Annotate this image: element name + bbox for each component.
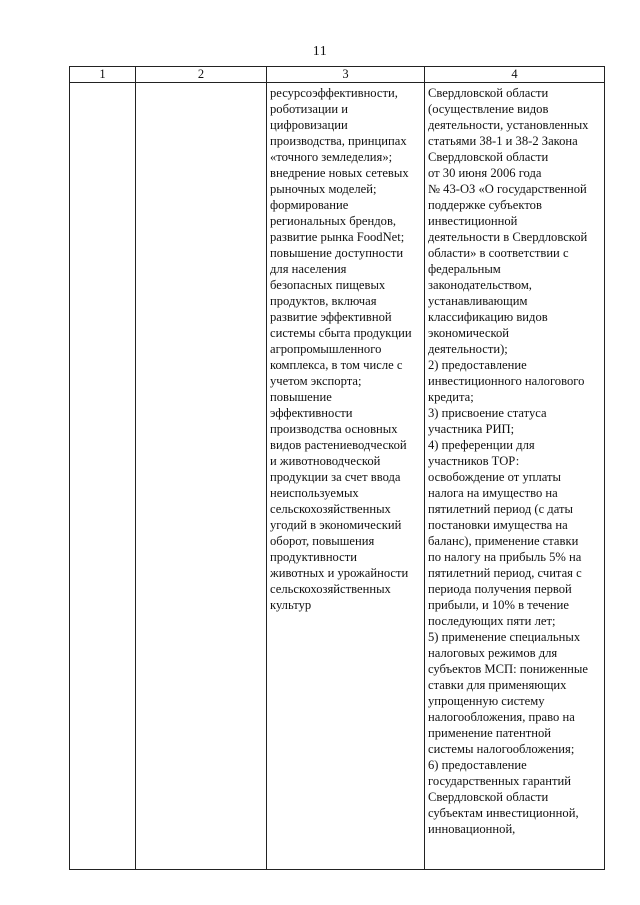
text-line: видов растениеводческой — [270, 438, 407, 452]
text-line: № 43-ОЗ «О государственной — [428, 182, 587, 196]
text-line: области» в соответствии с — [428, 246, 569, 260]
text-line: повышение — [270, 390, 332, 404]
table-cell-col3 — [267, 83, 425, 870]
text-line: продукции за счет ввода — [270, 470, 401, 484]
text-line: 4) преференции для — [428, 438, 535, 452]
col1-text — [70, 83, 135, 85]
text-line: постановки имущества на — [428, 518, 568, 532]
text-line: цифровизации — [270, 118, 348, 132]
text-line: рыночных моделей; — [270, 182, 377, 196]
text-line: ставки для применяющих — [428, 678, 567, 692]
text-line: системы налогообложения; — [428, 742, 575, 756]
text-line: деятельности, установленных — [428, 118, 589, 132]
text-line: развитие рынка FoodNet; — [270, 230, 405, 244]
text-line: Свердловской области — [428, 150, 549, 164]
text-line: субъектов МСП: пониженные — [428, 662, 588, 676]
text-line: законодательством, — [428, 278, 532, 292]
text-line: субъектам инвестиционной, — [428, 806, 579, 820]
text-line: статьями 38-1 и 38-2 Закона — [428, 134, 578, 148]
text-line: периода получения первой — [428, 582, 572, 596]
text-line: налоговых режимов для — [428, 646, 558, 660]
text-line: продуктивности — [270, 550, 358, 564]
text-line: налогообложения, право на — [428, 710, 575, 724]
col2-text — [136, 83, 266, 85]
text-line: кредита; — [428, 390, 474, 404]
table-row — [70, 83, 605, 870]
text-line: пятилетний период, считая с — [428, 566, 582, 580]
text-line: продуктов, включая — [270, 294, 377, 308]
text-line: инвестиционного налогового — [428, 374, 585, 388]
text-line: (осуществление видов — [428, 102, 549, 116]
text-line: повышение доступности — [270, 246, 404, 260]
text-line: культур — [270, 598, 312, 612]
text-line: инновационной, — [428, 822, 516, 836]
table-cell-col1 — [70, 83, 136, 870]
text-line: учетом экспорта; — [270, 374, 362, 388]
column-header-2: 2 — [136, 67, 267, 83]
text-line: производства, принципах — [270, 134, 407, 148]
table-cell-col2 — [136, 83, 267, 870]
text-line: инвестиционной — [428, 214, 518, 228]
text-line: налога на имущество на — [428, 486, 558, 500]
text-line: сельскохозяйственных — [270, 582, 391, 596]
table-cell-col4 — [425, 83, 605, 870]
text-line: роботизации и — [270, 102, 349, 116]
text-line: неиспользуемых — [270, 486, 359, 500]
text-line: устанавливающим — [428, 294, 528, 308]
text-line: животных и урожайности — [270, 566, 409, 580]
text-line: эффективности — [270, 406, 353, 420]
text-line: угодий в экономический — [270, 518, 402, 532]
text-line: государственных гарантий — [428, 774, 571, 788]
col3-text — [267, 83, 424, 613]
text-line: формирование — [270, 198, 349, 212]
text-line: деятельности в Свердловской — [428, 230, 588, 244]
text-line: от 30 июня 2006 года — [428, 166, 542, 180]
text-line: пятилетний период (с даты — [428, 502, 573, 516]
table-header-row — [70, 67, 605, 83]
text-line: Свердловской области — [428, 790, 549, 804]
text-line: участника РИП; — [428, 422, 515, 436]
text-line: баланс), применение ставки — [428, 534, 579, 548]
text-line: и животноводческой — [270, 454, 381, 468]
column-header-1: 1 — [70, 67, 136, 83]
text-line: системы сбыта продукции — [270, 326, 412, 340]
text-line: по налогу на прибыль 5% на — [428, 550, 582, 564]
text-line: «точного земледелия»; — [270, 150, 393, 164]
text-line: для населения — [270, 262, 347, 276]
text-line: комплекса, в том числе с — [270, 358, 403, 372]
text-line: Свердловской области — [428, 86, 549, 100]
text-line: агропромышленного — [270, 342, 382, 356]
text-line: 6) предоставление — [428, 758, 527, 772]
text-line: развитие эффективной — [270, 310, 392, 324]
column-header-3: 3 — [267, 67, 425, 83]
text-line: освобождение от уплаты — [428, 470, 561, 484]
text-line: безопасных пищевых — [270, 278, 386, 292]
page-number: 11 — [312, 44, 328, 59]
text-line: оборот, повышения — [270, 534, 375, 548]
text-line: 2) предоставление — [428, 358, 527, 372]
col4-text — [425, 83, 604, 837]
text-line: прибыли, и 10% в течение — [428, 598, 569, 612]
text-line: внедрение новых сетевых — [270, 166, 409, 180]
text-line: ресурсоэффективности, — [270, 86, 398, 100]
text-line: применение патентной — [428, 726, 551, 740]
text-line: поддержке субъектов — [428, 198, 542, 212]
text-line: экономической — [428, 326, 510, 340]
text-line: региональных брендов, — [270, 214, 397, 228]
column-header-4: 4 — [425, 67, 605, 83]
text-line: упрощенную систему — [428, 694, 545, 708]
text-line: последующих пяти лет; — [428, 614, 556, 628]
text-line: сельскохозяйственных — [270, 502, 391, 516]
text-line: деятельности); — [428, 342, 508, 356]
text-line: 5) применение специальных — [428, 630, 581, 644]
document-table — [69, 66, 605, 870]
text-line: классификацию видов — [428, 310, 548, 324]
text-line: 3) присвоение статуса — [428, 406, 547, 420]
text-line: федеральным — [428, 262, 501, 276]
text-line: производства основных — [270, 422, 398, 436]
text-line: участников ТОР: — [428, 454, 520, 468]
